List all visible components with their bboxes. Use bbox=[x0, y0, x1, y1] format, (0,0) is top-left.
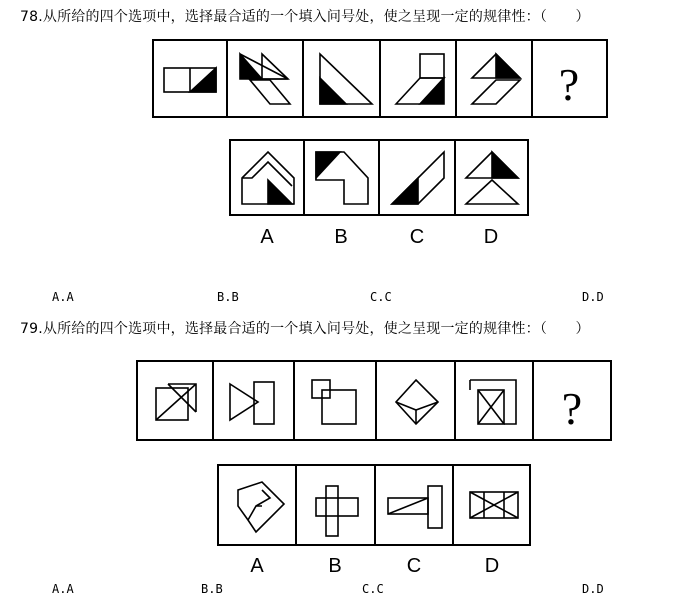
q78-answer-a[interactable]: A.A bbox=[52, 290, 74, 304]
q79-answer-c[interactable]: C.C bbox=[362, 582, 384, 596]
q78-answer-b[interactable]: B.B bbox=[217, 290, 239, 304]
q79-option-label-c: C bbox=[406, 555, 422, 577]
q78-option-label-b: B bbox=[334, 226, 348, 248]
q78-answer-c[interactable]: C.C bbox=[370, 290, 392, 304]
q79-option-label-b: B bbox=[328, 555, 342, 577]
q79-option-c bbox=[388, 486, 442, 528]
q78-option-label-a: A bbox=[260, 226, 274, 248]
question-prompt: 从所给的四个选项中，选择最合适的一个填入问号处，使之呈现一定的规律性：（ ） bbox=[42, 9, 590, 25]
q78-question-mark: ? bbox=[558, 59, 580, 110]
q79-option-label-d: D bbox=[484, 555, 500, 577]
q79-answer-a[interactable]: A.A bbox=[52, 582, 74, 596]
q78-option-label-c: C bbox=[409, 226, 425, 248]
question-number: 78. bbox=[20, 9, 43, 25]
q78-option-label-d: D bbox=[483, 226, 499, 248]
q79-option-d bbox=[470, 492, 518, 518]
q79-answer-d[interactable]: D.D bbox=[582, 582, 604, 596]
question-prompt: 从所给的四个选项中，选择最合适的一个填入问号处，使之呈现一定的规律性：（ ） bbox=[42, 321, 590, 337]
question-number: 79. bbox=[20, 321, 43, 337]
q79-answer-b[interactable]: B.B bbox=[201, 582, 223, 596]
q79-option-a bbox=[238, 482, 284, 532]
q79-question-mark: ? bbox=[561, 383, 583, 434]
q79-option-b bbox=[316, 486, 358, 536]
q78-answer-d[interactable]: D.D bbox=[582, 290, 604, 304]
q79-option-label-a: A bbox=[250, 555, 264, 577]
